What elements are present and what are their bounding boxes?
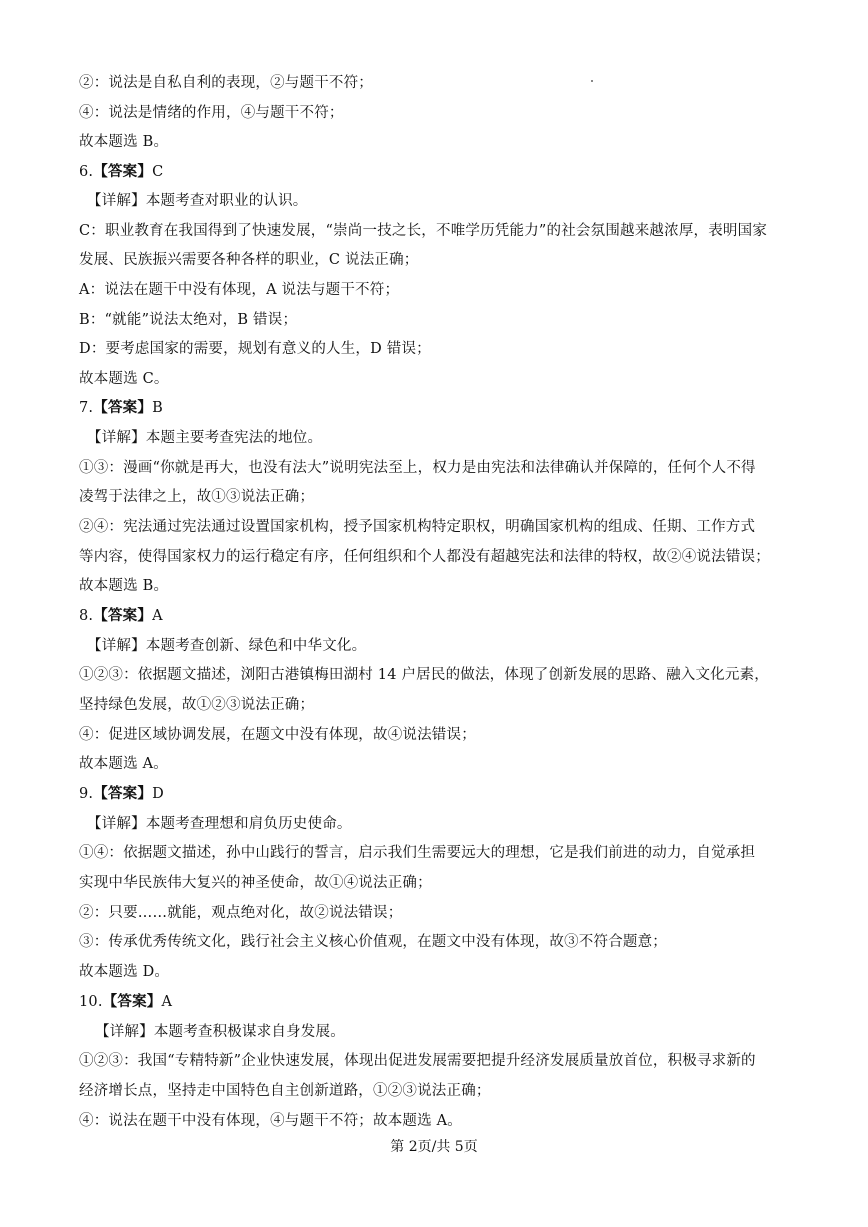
text-line: ①②③：我国“专精特新”企业快速发展，体现出促进发展需要把提升经济发展质量放首位，积极寻求新的 (79, 1053, 756, 1069)
text-line: 故本题选 B。 (79, 134, 169, 150)
answer-heading-9 (79, 784, 164, 804)
detail-tag: 【详解】 (87, 430, 146, 446)
answer-heading-10 (79, 992, 172, 1012)
answer-tag: 【答案】 (93, 163, 153, 180)
question-number: 9. (79, 786, 94, 802)
text-line: ①④：依据题文描述，孙中山践行的誓言，启示我们生需要远大的理想，它是我们前进的动力，自觉承担 (79, 845, 756, 861)
text-line: ③：传承优秀传统文化，践行社会主义核心价值观，在题文中没有体现，故③不符合题意； (79, 934, 667, 950)
detail-text: 本题主要考查宪法的地位。 (145, 430, 323, 446)
text-line: 故本题选 A。 (79, 756, 168, 772)
text-line: D：要考虑国家的需要，规划有意义的人生，D 错误； (79, 341, 431, 357)
detail-line-8 (87, 636, 366, 656)
answer-tag: 【答案】 (93, 607, 153, 624)
text-line: ①③：漫画“你就是再大，也没有法大”说明宪法至上，权力是由宪法和法律确认并保障的，任何个人不得 (79, 460, 756, 476)
detail-text: 本题考查对职业的认识。 (145, 193, 308, 209)
text-line: ④：促进区域协调发展，在题文中没有体现，故④说法错误； (79, 727, 476, 743)
text-line: 坚持绿色发展，故①②③说法正确； (79, 697, 315, 713)
text-line: 故本题选 B。 (79, 578, 169, 594)
detail-line-7 (87, 428, 322, 448)
detail-line-9 (87, 814, 352, 834)
question-number: 8. (79, 608, 94, 624)
text-line: 等内容，使得国家权力的运行稳定有序，任何组织和个人都没有超越宪法和法律的特权，故②④说法错误； (79, 549, 770, 565)
detail-tag: 【详解】 (87, 193, 146, 209)
detail-tag: 【详解】 (95, 1024, 154, 1040)
detail-line-10 (95, 1022, 345, 1042)
detail-tag: 【详解】 (87, 816, 146, 832)
text-line: ②④：宪法通过宪法通过设置国家机构，授予国家机构特定职权，明确国家机构的组成、任期、工作方式 (79, 519, 756, 535)
text-line: 故本题选 C。 (79, 371, 169, 387)
text-line: ④：说法是情绪的作用，④与题干不符； (79, 105, 344, 121)
answer-letter: A (152, 608, 163, 624)
text-line: 经济增长点，坚持走中国特色自主创新道路，①②③说法正确； (79, 1083, 491, 1099)
answer-letter: C (152, 164, 164, 180)
detail-line-6 (87, 191, 308, 211)
answer-letter: D (152, 786, 164, 802)
answer-heading-7 (79, 398, 163, 418)
scan-speck (591, 80, 593, 82)
text-line: 发展、民族振兴需要各种各样的职业，C 说法正确； (79, 252, 419, 268)
answer-tag: 【答案】 (93, 399, 153, 416)
text-line: B：“就能”说法太绝对，B 错误； (79, 312, 298, 328)
detail-text: 本题考查积极谋求自身发展。 (153, 1024, 345, 1040)
detail-tag: 【详解】 (87, 638, 146, 654)
question-number: 6. (79, 164, 94, 180)
text-line: ①②③：依据题文描述，浏阳古港镇梅田湖村 14 户居民的做法，体现了创新发展的思路、融入文化元素， (79, 667, 769, 683)
detail-text: 本题考查创新、绿色和中华文化。 (145, 638, 367, 654)
answer-heading-8 (79, 606, 163, 626)
page-number-footer: 第 2页/共 5页 (390, 1139, 478, 1155)
answer-letter: A (161, 994, 173, 1010)
detail-text: 本题考查理想和肩负历史使命。 (145, 816, 352, 832)
text-line: 凌驾于法律之上，故①③说法正确； (79, 489, 315, 505)
text-line: ④：说法在题干中没有体现，④与题干不符；故本题选 A。 (79, 1113, 462, 1129)
text-line: 实现中华民族伟大复兴的神圣使命，故①④说法正确； (79, 875, 432, 891)
question-number: 7. (79, 400, 94, 416)
answer-tag: 【答案】 (102, 993, 162, 1010)
text-line: ②：说法是自私自利的表现，②与题干不符； (79, 75, 373, 91)
text-line: C：职业教育在我国得到了快速发展，“崇尚一技之长，不唯学历凭能力”的社会氛围越来越浓厚，表明国家 (79, 223, 768, 239)
text-line: A：说法在题干中没有体现，A 说法与题干不符； (79, 282, 400, 298)
text-line: ②：只要……就能，观点绝对化，故②说法错误； (79, 905, 403, 921)
answer-tag: 【答案】 (93, 785, 153, 802)
text-line: 故本题选 D。 (79, 964, 170, 980)
answer-heading-6 (79, 162, 163, 182)
answer-letter: B (152, 400, 163, 416)
question-number: 10. (79, 994, 103, 1010)
